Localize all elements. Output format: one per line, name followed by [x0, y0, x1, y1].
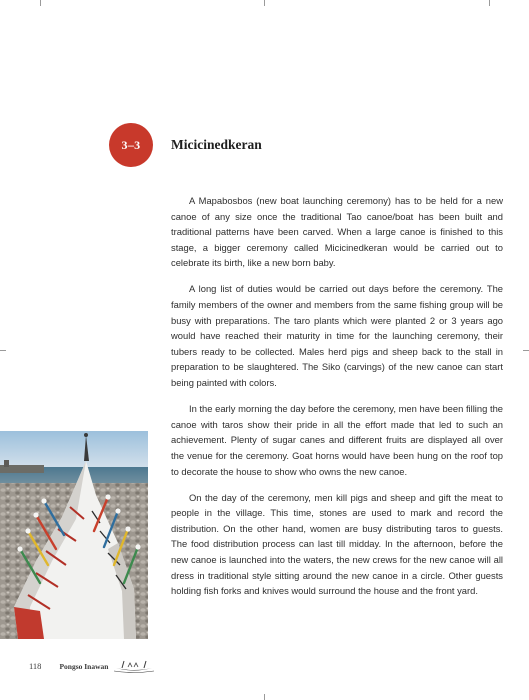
paragraph: On the day of the ceremony, men kill pigs and sheep and gift the meat to people in the village. This time, stones are used to mark and record the distribution. On the other hand, women are busy distributing taros to guests. The food distribution process can last till midday. In the afternoon, before the new canoe is launched into the waters, the new crews for the new canoe will all dress in traditional style sitting around the new canoe in a circle. Other guests holding fish forks and knives would surround the house and the front yard. — [171, 491, 503, 597]
paragraph: A Mapabosbos (new boat launching ceremony) has to be held for a new canoe of any size once the traditional Tao canoe/boat has been built and traditional patterns have been carved. When a large canoe is finished to this stage, a bigger ceremony called Micicinedkeran would be carried out to celebrate its birth, like a new born baby. — [171, 195, 503, 269]
paragraph: A long list of duties would be carried out days before the ceremony. The family members of the owner and members from the same fishing group will be busy with preparations. The taro plants which were planted 2 or 3 years ago would have reached their maturity in time for the launching ceremony, their tubers ready to be collected. Males herd pigs and sheep back to the stall in preparation to be slaughtered. The Siko (carvings) of the new canoe can start being painted with colors. — [171, 283, 503, 389]
page-footer — [29, 659, 154, 673]
crop-mark-top-left — [40, 0, 41, 6]
crop-mark-top-center — [264, 0, 265, 6]
paragraph: In the early morning the day before the ceremony, men have been filling the canoe with taros show their pride in all the effort made that led to such an achievement. Plenty of sugar canes and different fruits are displayed all over the venue for the ceremony. Goat horns would have been hung on the roof top to decorate the house to show who owns the new canoe. — [171, 403, 503, 477]
canoe-photo-image — [0, 431, 148, 639]
canoe-photo — [0, 431, 148, 639]
page-number: 118 — [29, 661, 42, 671]
footer-book-title: Pongso Inawan — [59, 661, 109, 671]
crop-mark-bottom-center — [264, 694, 265, 700]
section-title: Micicinedkeran — [171, 137, 262, 152]
crop-mark-right-mid — [523, 350, 529, 351]
section-number: 3–3 — [121, 137, 141, 152]
body-text — [171, 193, 503, 609]
canoe-logo-icon — [114, 659, 154, 673]
crop-mark-left-mid — [0, 350, 6, 351]
section-number-badge — [109, 123, 153, 167]
crop-mark-top-right — [489, 0, 490, 6]
